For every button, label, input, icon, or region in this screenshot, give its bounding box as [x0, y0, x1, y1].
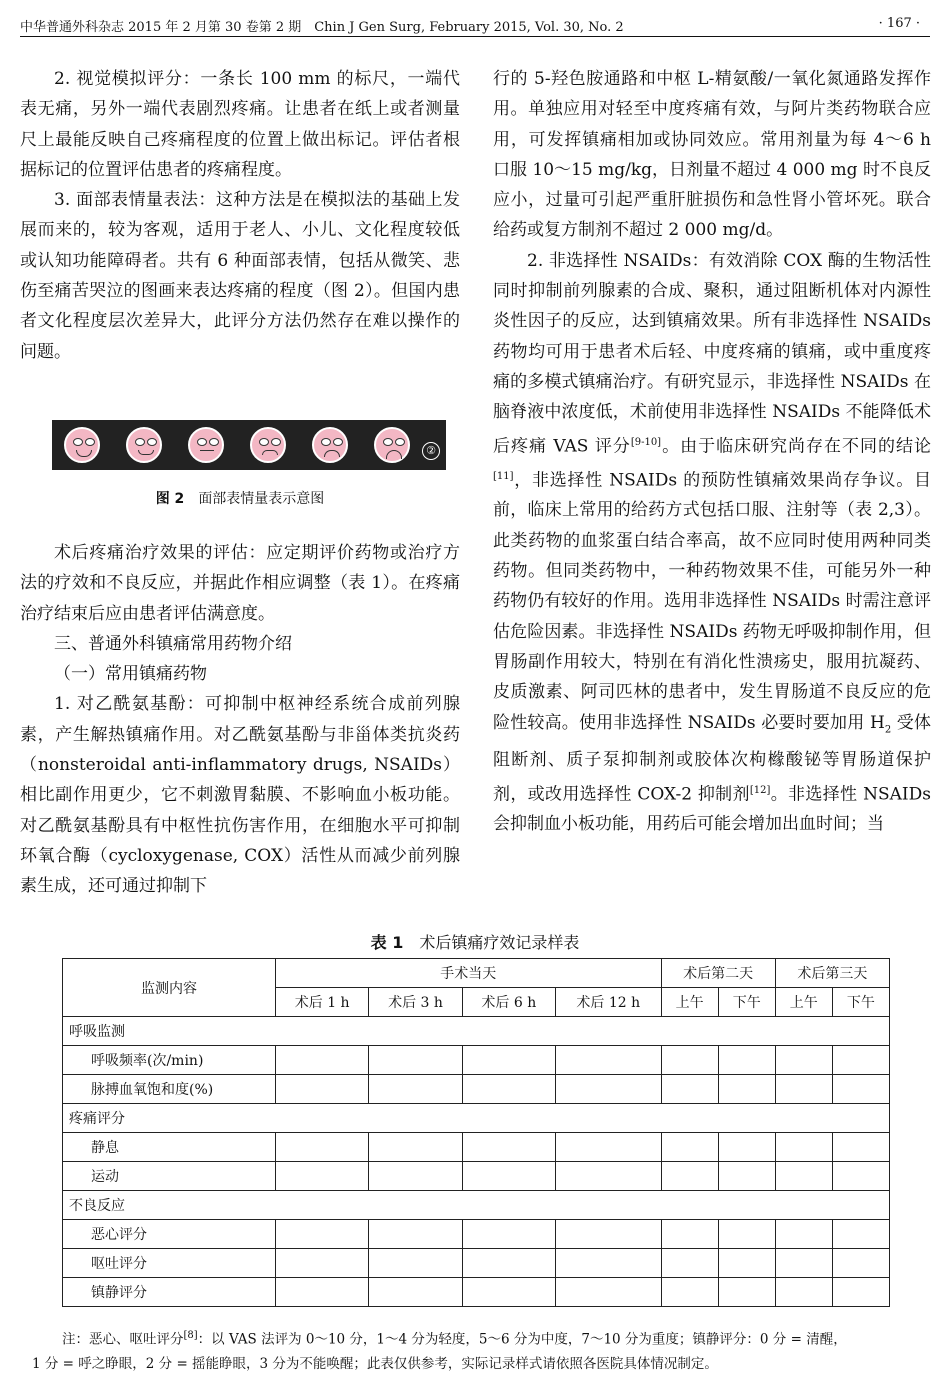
- figure-caption: [20, 488, 460, 508]
- table-header-time: 上午: [661, 988, 718, 1017]
- face-scale-figure: [52, 420, 446, 470]
- table-row: 运动: [63, 1162, 890, 1191]
- table-header-time: 术后 3 h: [369, 988, 462, 1017]
- table-header-time: 下午: [718, 988, 775, 1017]
- table-row: 静息: [63, 1133, 890, 1162]
- citation-ref: [12]: [749, 784, 771, 796]
- face-5-sad-icon: [312, 427, 348, 463]
- table-title: 表 1 术后镇痛疗效记录样表: [370, 933, 580, 952]
- table-row: 恶心评分: [63, 1220, 890, 1249]
- citation-ref: [11]: [493, 470, 514, 482]
- table-header-day0: 手术当天: [276, 959, 662, 988]
- paragraph-evaluation: 术后疼痛治疗效果的评估：应定期评价药物或治疗方法的疗效和不良反应，并据此作相应调整（表 1）。在疼痛治疗结束后应由患者评估满意度。: [20, 543, 460, 624]
- journal-citation: 中华普通外科杂志 2015 年 2 月第 30 卷第 2 期 Chin J Gen Surg, February 2015, Vol. 30, No. 2: [20, 20, 624, 35]
- paragraph-face-scale: 3. 面部表情量表法：这种方法是在模拟法的基础上发展而来的，较为客观，适用于老人、小儿、文化程度较低或认知功能障碍者。共有 6 种面部表情，包括从微笑、悲伤至痛苦哭泣的图画来表达疼痛的程度（图 2）。但国内患者文化程度层次差异大，此评分方法仍然存在难以操作的问题。: [20, 190, 460, 362]
- table-header-time: 下午: [832, 988, 889, 1017]
- running-header: [20, 14, 930, 37]
- analgesia-record-table: [62, 958, 890, 1307]
- table-category: 疼痛评分: [63, 1104, 890, 1133]
- face-3-neutral-icon: [188, 427, 224, 463]
- table-row: 呕吐评分: [63, 1249, 890, 1278]
- table-header-monitor: 监测内容: [63, 959, 276, 1017]
- paragraph-acetaminophen: 1. 对乙酰氨基酚：可抑制中枢神经系统合成前列腺素，产生解热镇痛作用。对乙酰氨基酚与非甾体类抗炎药（nonsteroidal anti-inflammatory drugs, NSAIDs）相比副作用更少，它不刺激胃黏膜、不影响血小板功能。对乙酰氨基酚具有中枢性抗伤害作用，在细胞水平可抑制环氧合酶（cycloxygenase, COX）活性从而减少前列腺素生成，还可通过抑制下: [20, 694, 460, 897]
- figure-number-badge: ②: [422, 442, 440, 460]
- subsection-heading: （一）常用镇痛药物: [54, 664, 207, 685]
- table-label: 表 1: [370, 933, 404, 952]
- table-row: 呼吸频率(次/min): [63, 1046, 890, 1075]
- paragraph-acetaminophen-cont: 行的 5-羟色胺通路和中枢 L-精氨酸/一氧化氮通路发挥作用。单独应用对轻至中度疼痛有效，与阿片类药物联合应用，可发挥镇痛相加或协同效应。常用剂量为每 4～6 h 口服 10～15 mg/kg，日剂量不超过 4 000 mg 时不良反应小，过量可引起严重肝脏损伤和急性肾小管坏死。联合给药或复方制剂不超过 2 000 mg/d。: [493, 69, 931, 241]
- figure-caption-text: 面部表情量表示意图: [198, 491, 325, 507]
- paragraph-nsaids: 2. 非选择性 NSAIDs：有效消除 COX 酶的生物活性同时抑制前列腺素的合成、聚积，通过阻断机体对内源性炎性因子的反应，达到镇痛效果。所有非选择性 NSAIDs 药物均可用于患者术后轻、中度疼痛的镇痛，或中重度疼痛的多模式镇痛治疗。有研究显示，非选择性 NSAIDs 在脑脊液中浓度低，术前使用非选择性 NSAIDs 不能降低术后疼痛 VAS 评分[9-10]。由于临床研究尚存在不同的结论[11]，非选择性 NSAIDs 的预防性镇痛效果尚存争议。目前，临床上常用的给药方式包括口服、注射等（表 2,3）。此类药物的血浆蛋白结合率高，故不应同时使用两种同类药物。但同类药物中，一种药物效果不佳，可能另外一种药物仍有较好的作用。选用非选择性 NSAIDs 时需注意评估危险因素。非选择性 NSAIDs 药物无呼吸抑制作用，但胃肠副作用较大，特别在有消化性溃疡史，服用抗凝药、皮质激素、阿司匹林的患者中，发生胃肠道不良反应的危险性较高。使用非选择性 NSAIDs 必要时要加用 $H_2$ 受体阻断剂、质子泵抑制剂或胶体次枸橼酸铋等胃肠道保护剂，或改用选择性 COX-2 抑制剂[12]。非选择性 NSAIDs 会抑制血小板功能，用药后可能会增加出血时间；当: [493, 250, 931, 835]
- face-4-worried-icon: [250, 427, 286, 463]
- table-header-time: 术后 6 h: [462, 988, 555, 1017]
- table-header-time: 上午: [775, 988, 832, 1017]
- table-category: 不良反应: [63, 1191, 890, 1220]
- table-row: 镇静评分: [63, 1278, 890, 1307]
- table-header-day3: 术后第三天: [775, 959, 889, 988]
- paragraph-vas: 2. 视觉模拟评分：一条长 100 mm 的标尺，一端代表无痛，另外一端代表剧烈疼痛。让患者在纸上或者测量尺上最能反映自己疼痛程度的位置上做出标记。评估者根据标记的位置评估患者的疼痛程度。: [20, 69, 460, 180]
- table-header-time: 术后 12 h: [555, 988, 661, 1017]
- citation-ref: [9-10]: [630, 436, 662, 448]
- left-column: [20, 64, 460, 367]
- section-heading: 三、普通外科镇痛常用药物介绍: [54, 633, 292, 654]
- table-header-time: 术后 1 h: [276, 988, 369, 1017]
- table-category: 呼吸监测: [63, 1017, 890, 1046]
- table-header-day2: 术后第二天: [661, 959, 775, 988]
- face-1-smile-icon: [64, 427, 100, 463]
- face-2-slight-smile-icon: [126, 427, 162, 463]
- figure-label: 图 2: [155, 491, 185, 507]
- left-column-lower: [20, 538, 460, 902]
- face-6-crying-icon: [374, 427, 410, 463]
- page-number: · 167 ·: [878, 16, 920, 31]
- table-row: 脉搏血氧饱和度(%): [63, 1075, 890, 1104]
- table-footnote: 注：恶心、呕吐评分[8]：以 VAS 法评为 0～10 分，1～4 分为轻度，5～6 分为中度，7～10 分为重度；镇静评分：0 分 = 清醒， 1 分 = 呼之睁眼，2 分 = 摇能睁眼，3 分为不能唤醒；此表仅供参考，实际记录样式请依照各医院具体情况制定。: [32, 1330, 847, 1372]
- right-column: [493, 64, 931, 840]
